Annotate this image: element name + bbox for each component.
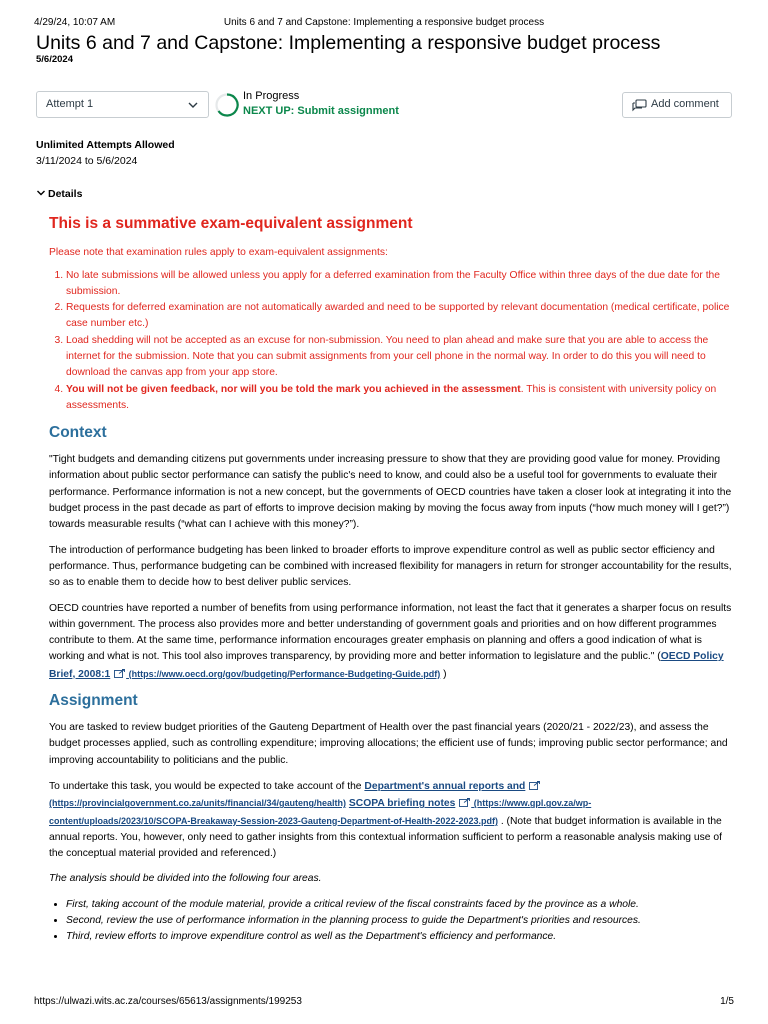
details-label: Details [48,188,83,200]
external-link-icon [114,669,125,678]
comment-icon [632,99,647,112]
attempt-select-value: Attempt 1 [46,98,94,110]
annual-reports-url-link[interactable]: (https://provincialgovernment.co.za/units/financial/34/gauteng/health) [49,798,347,809]
details-toggle[interactable] [36,188,82,200]
list-item: • Third, review efforts to improve expenditure control as well as the Department's efficiency and performance. [66,929,732,945]
context-paragraph: The introduction of performance budgeting has been linked to broader efforts to improve expenditure control as well as public sector efficiency and performance. Thus, performance budgeting can be combined with increased flexibility for managers in return for stronger accountability for the results, so as to enable them to decide how to best deliver public services. [49,544,732,589]
oecd-url-link[interactable]: (https://www.oecd.org/gov/budgeting/Performance-Budgeting-Guide.pdf) [126,668,441,679]
assignment-description [49,215,732,946]
due-date: 5/6/2024 [36,54,73,65]
scopa-briefing-link[interactable]: SCOPA briefing notes [348,798,456,810]
assignment-paragraph [49,778,732,862]
list-item: 1. No late submissions will be allowed unless you apply for a deferred examination from the Faculty Office within three days of the due date for the submission. [66,268,732,301]
list-item [66,382,732,415]
chevron-down-icon [36,189,46,197]
print-datetime: 4/29/24, 10:07 AM [34,17,116,28]
list-item: 2. Requests for deferred examination are not automatically awarded and need to be supported by relevant documentation (medical certificate, police case number etc.) [66,300,732,333]
warning-intro: Please note that examination rules apply to exam-equivalent assignments: [49,247,388,258]
assignment-paragraph: You are tasked to review budget priorities of the Gauteng Department of Health over the past financial years (2020/21 - 2022/23), and assess the budget processes applied, such as controlling expenditure; improving allocations; the efficient use of funds; improving public sector performance; and improving accountability to politicians and the public. [49,722,728,766]
analysis-intro: The analysis should be divided into the following four areas. [49,873,322,885]
external-link-icon [529,781,540,790]
list-item: • Second, review the use of performance information in the planning process to guide the Department's priorities and resources. [66,913,732,929]
attempt-select[interactable] [36,91,209,118]
assignment-text: . (Note that budget information is available in the annual reports. You, however, only need to gather insights from this contextual information sufficient to perform a reasonable analysis making use of the conceptual material provided and referenced.) [49,815,722,860]
context-text: OECD countries have reported a number of benefits from using performance information, not least the fact that it generates a sharper focus on results within government. The process also provides more and better understanding of government goals and priorities and on how different programmes contribute to them. At the same time, performance information encourages greater emphasis on planning and offers a good indication of what is working and what is not. This tool also improves transparency, by providing more and better information to legislature and the public." ( [49,602,732,663]
no-feedback-notice: You will not be given feedback, nor will you be told the mark you achieved in the assessment [66,383,521,395]
oecd-policy-brief-link[interactable]: OECD Policy Brief, 2008:1 [49,651,724,680]
external-link-icon [459,798,470,807]
context-text: ) [440,668,447,680]
availability-range: 3/11/2024 to 5/6/2024 [36,155,138,167]
warning-heading: This is a summative exam-equivalent assignment [49,215,413,232]
print-header [34,17,734,29]
page-title: Units 6 and 7 and Capstone: Implementing a responsive budget process [36,32,661,54]
next-up-text[interactable]: NEXT UP: Submit assignment [243,105,399,117]
context-heading: Context [49,424,107,442]
page-number: 1/5 [720,996,734,1007]
policy-note: . This is consistent with university policy on assessments. [66,383,717,411]
progress-ring-icon [214,92,240,118]
scopa-url-link[interactable]: (https://www.gpl.gov.za/wp-content/uploads/2023/10/SCOPA-Breakaway-Session-2023-Gauteng-Department-of-Health-2022-2023.pdf) [49,798,592,826]
context-paragraph: "Tight budgets and demanding citizens put governments under increasing pressure to show that they are providing good value for money. Providing information about public sector performance can satisfy the public's need to know, and could also be a useful tool for governments to evaluate their performance. Performance information is not a new concept, but the governments of OECD countries have taken a closer look at integrating it into the budget process in the past decade as part of efforts to improve decision making by moving the focus away from inputs (“how much money will I get?”) towards measurable results (“what can I achieve with this money?”). [49,454,732,531]
add-comment-button[interactable] [622,92,732,118]
status-text: In Progress [243,90,300,102]
attempts-allowed: Unlimited Attempts Allowed [36,139,175,151]
assignment-text: To undertake this task, you would be expected to take account of the [49,780,365,792]
page-url: https://ulwazi.wits.ac.za/courses/65613/assignments/199253 [34,996,302,1007]
print-page-title: Units 6 and 7 and Capstone: Implementing a responsive budget process [223,17,545,28]
assignment-heading: Assignment [49,692,138,710]
exam-rules-list [49,268,732,415]
list-item: 3. Load shedding will not be accepted as an excuse for non-submission. You need to plan ahead and make sure that you are able to access the internet for the submission. Note that you can submit assignments from your cell phone in the normal way. In order to do this you will need to download the canvas app from your app store. [66,333,732,382]
add-comment-label: Add comment [651,98,719,110]
print-footer [34,996,734,1008]
chevron-down-icon [187,99,199,111]
list-item: • First, taking account of the module material, provide a critical review of the fiscal constraints faced by the province as a whole. [66,897,732,913]
context-paragraph [49,601,732,683]
analysis-areas-list [49,897,732,946]
annual-reports-link[interactable]: Department's annual reports and [364,780,526,792]
